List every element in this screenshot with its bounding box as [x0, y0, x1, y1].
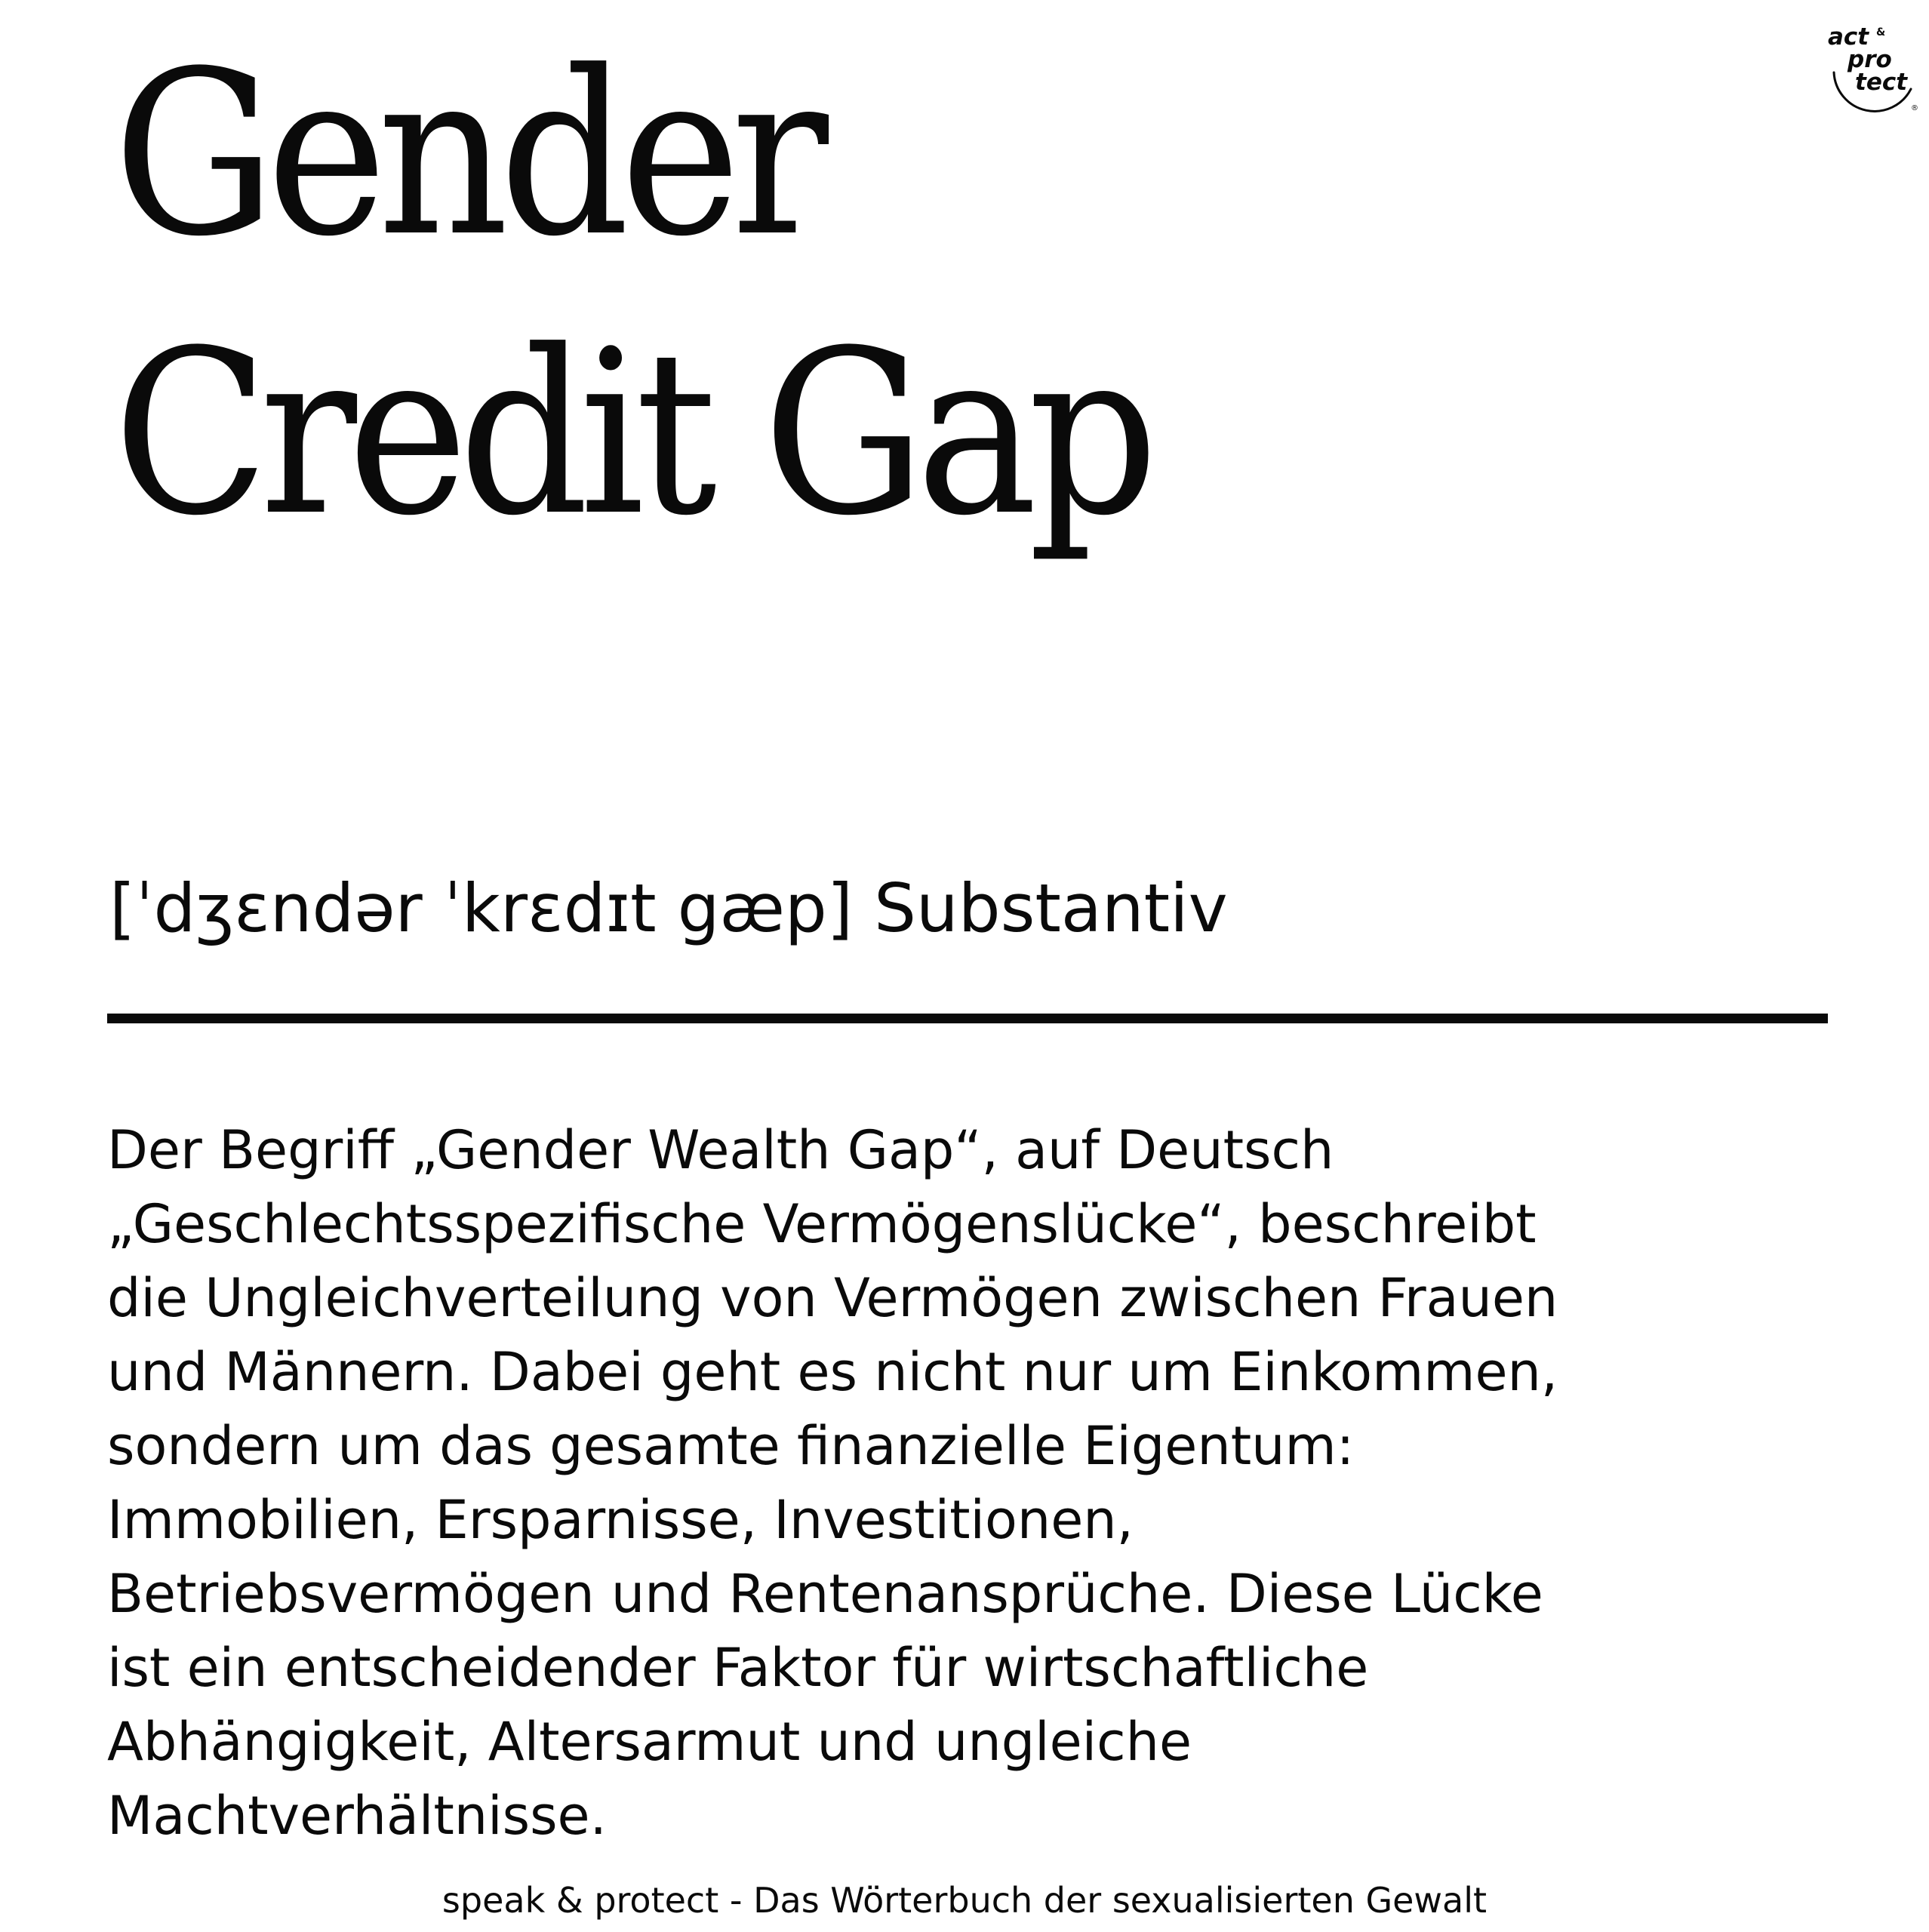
definition-line: ist ein entscheidender Faktor für wirtschaftliche [107, 1637, 1369, 1699]
divider [107, 1014, 1828, 1023]
definition-line: sondern um das gesamte finanzielle Eigentum: [107, 1415, 1355, 1477]
title-line-1: Gender [113, 23, 820, 286]
definition-line: Machtverhältnisse. [107, 1785, 607, 1847]
definition-line: und Männern. Dabei geht es nicht nur um Einkommen, [107, 1341, 1558, 1403]
definition-line: Betriebsvermögen und Rentenansprüche. Diese Lücke [107, 1563, 1543, 1625]
logo-text-tect: tect [1855, 69, 1908, 96]
definition-text [107, 1113, 1858, 1853]
definition-line: Der Begriff „Gender Wealth Gap“, auf Deutsch [107, 1119, 1334, 1181]
title-line-2: Credit Gap [113, 302, 1149, 565]
definition-line: „Geschlechtsspezifische Vermögenslücke“, beschreibt [107, 1193, 1537, 1255]
footer-caption: speak & protect - Das Wörterbuch der sexualisierten Gewalt [441, 1880, 1488, 1921]
definition-line: Abhängigkeit, Altersarmut und ungleiche [107, 1711, 1192, 1773]
logo-text-pro: pro [1847, 46, 1892, 73]
pronunciation: [ˈdʒɛndər ˈkrɛdɪt gæp] Substantiv [109, 869, 1228, 947]
definition-line: die Ungleichverteilung von Vermögen zwischen Frauen [107, 1267, 1558, 1329]
act-and-protect-logo [1822, 17, 1920, 118]
definition-line: Immobilien, Ersparnisse, Investitionen, [107, 1489, 1134, 1551]
logo-registered-mark: ® [1911, 104, 1918, 112]
logo-ampersand: & [1876, 26, 1886, 38]
logo-text-act: act [1828, 23, 1869, 51]
